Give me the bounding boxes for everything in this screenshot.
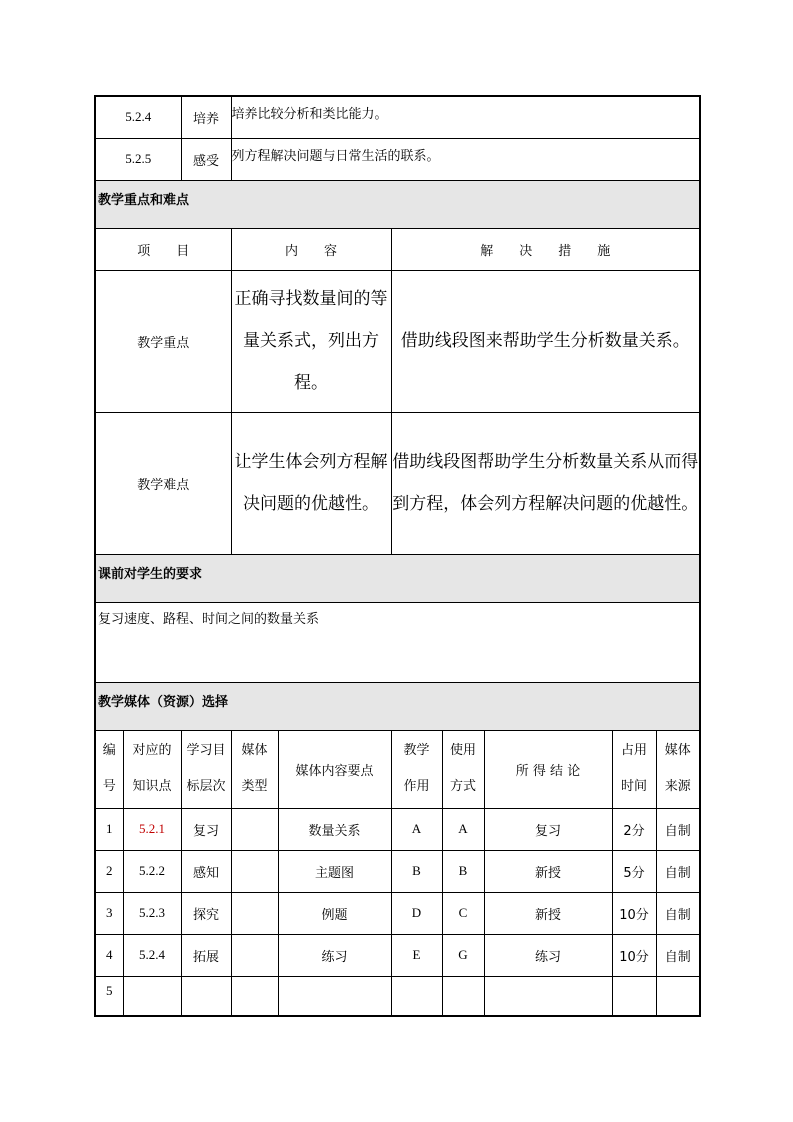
keypoint-solution: 借助线段图帮助学生分析数量关系从而得到方程，体会列方程解决问题的优越性。: [391, 412, 700, 554]
header-media-content: 媒体内容要点: [278, 730, 391, 808]
media-role: A: [391, 808, 442, 850]
keypoint-solution: 借助线段图来帮助学生分析数量关系。: [391, 270, 700, 412]
objective-row: [95, 96, 700, 138]
media-time: 10分: [612, 934, 656, 976]
keypoint-content: 让学生体会列方程解决问题的优越性。: [231, 412, 391, 554]
media-content: [278, 976, 391, 1016]
section-title-media: 教学媒体（资源）选择: [95, 682, 700, 730]
media-role: B: [391, 850, 442, 892]
header-conclusion: 所 得 结 论: [484, 730, 612, 808]
objective-id: 5.2.4: [95, 96, 181, 138]
media-content: 数量关系: [278, 808, 391, 850]
media-conclusion: 复习: [484, 808, 612, 850]
media-row: [95, 892, 700, 934]
media-time: 10分: [612, 892, 656, 934]
media-source: 自制: [656, 892, 700, 934]
media-source: 自制: [656, 934, 700, 976]
lesson-plan-table: [94, 95, 699, 1017]
media-header-row: [95, 730, 700, 808]
header-role: 教学作用: [391, 730, 442, 808]
media-content: 练习: [278, 934, 391, 976]
media-num: 3: [95, 892, 123, 934]
media-type: [231, 808, 278, 850]
media-row: [95, 934, 700, 976]
objective-id: 5.2.5: [95, 138, 181, 180]
objective-text: 培养比较分析和类比能力。: [231, 96, 700, 138]
media-knowledge-point: 5.2.3: [123, 892, 181, 934]
header-time: 占用时间: [612, 730, 656, 808]
prereq-text: 复习速度、路程、时间之间的数量关系: [95, 602, 700, 682]
media-level: 感知: [181, 850, 231, 892]
media-role: [391, 976, 442, 1016]
objective-row: [95, 138, 700, 180]
header-item: 项 目: [95, 228, 231, 270]
header-media-type: 媒体类型: [231, 730, 278, 808]
media-type: [231, 892, 278, 934]
media-time: 2分: [612, 808, 656, 850]
media-content: 主题图: [278, 850, 391, 892]
media-knowledge-point: [123, 976, 181, 1016]
header-num: 编号: [95, 730, 123, 808]
media-type: [231, 976, 278, 1016]
media-mode: C: [442, 892, 484, 934]
media-level: 探究: [181, 892, 231, 934]
media-conclusion: [484, 976, 612, 1016]
media-mode: G: [442, 934, 484, 976]
media-mode: B: [442, 850, 484, 892]
header-content: 内 容: [231, 228, 391, 270]
media-conclusion: 练习: [484, 934, 612, 976]
header-knowledge-point: 对应的知识点: [123, 730, 181, 808]
objective-verb: 感受: [181, 138, 231, 180]
media-num: 5: [95, 976, 123, 1016]
media-source: [656, 976, 700, 1016]
media-row: [95, 850, 700, 892]
media-role: D: [391, 892, 442, 934]
media-num: 2: [95, 850, 123, 892]
keypoint-content: 正确寻找数量间的等量关系式，列出方程。: [231, 270, 391, 412]
keypoints-header-row: [95, 228, 700, 270]
media-role: E: [391, 934, 442, 976]
media-row: [95, 976, 700, 1016]
header-solution: 解 决 措 施: [391, 228, 700, 270]
media-knowledge-point: 5.2.4: [123, 934, 181, 976]
header-source: 媒体来源: [656, 730, 700, 808]
media-mode: A: [442, 808, 484, 850]
media-num: 1: [95, 808, 123, 850]
media-time: [612, 976, 656, 1016]
keypoint-row: [95, 270, 700, 412]
objective-verb: 培养: [181, 96, 231, 138]
media-type: [231, 850, 278, 892]
media-row: [95, 808, 700, 850]
media-conclusion: 新授: [484, 892, 612, 934]
header-level: 学习目标层次: [181, 730, 231, 808]
media-mode: [442, 976, 484, 1016]
keypoint-row: [95, 412, 700, 554]
media-source: 自制: [656, 808, 700, 850]
media-num: 4: [95, 934, 123, 976]
media-type: [231, 934, 278, 976]
media-knowledge-point: 5.2.1: [123, 808, 181, 850]
keypoint-label: 教学重点: [95, 270, 231, 412]
media-content: 例题: [278, 892, 391, 934]
media-conclusion: 新授: [484, 850, 612, 892]
media-knowledge-point: 5.2.2: [123, 850, 181, 892]
keypoint-label: 教学难点: [95, 412, 231, 554]
section-title-keypoints: 教学重点和难点: [95, 180, 700, 228]
media-time: 5分: [612, 850, 656, 892]
objective-text: 列方程解决问题与日常生活的联系。: [231, 138, 700, 180]
section-title-prereq: 课前对学生的要求: [95, 554, 700, 602]
media-level: [181, 976, 231, 1016]
header-mode: 使用方式: [442, 730, 484, 808]
media-level: 拓展: [181, 934, 231, 976]
media-source: 自制: [656, 850, 700, 892]
media-level: 复习: [181, 808, 231, 850]
